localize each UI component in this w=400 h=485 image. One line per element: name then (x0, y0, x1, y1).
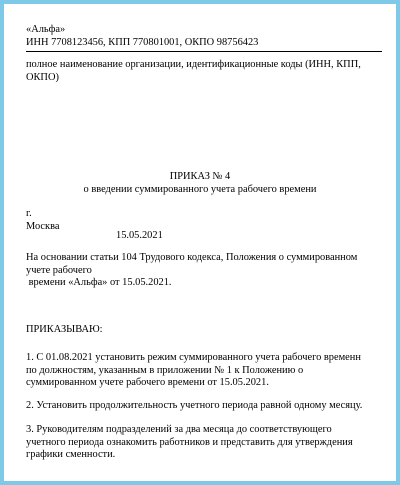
basis-line: На основании статьи 104 Трудового кодекса, Положения о суммированном (26, 252, 358, 263)
document-frame (4, 4, 396, 481)
signature-rule (26, 51, 382, 52)
organization-caption (26, 59, 382, 84)
order-item-1 (26, 352, 382, 390)
order-date: 15.05.2021 (116, 230, 163, 241)
order-item-3 (26, 424, 382, 462)
caption-line: полное наименование организации, идентификационные коды (ИНН, КПП, (26, 59, 361, 70)
item-line: графики сменности. (26, 449, 116, 460)
basis-line: учете рабочего (26, 264, 92, 276)
item-line: по должностям, указанным в приложении № 1 к Положению о (26, 364, 304, 376)
item-line: суммированном учете рабочего времени от 15.05.2021. (26, 377, 269, 388)
organization-name: «Альфа» (26, 24, 66, 35)
order-title: ПРИКАЗ № 4 (169, 171, 231, 182)
city-name: Москва (26, 221, 60, 232)
city-prefix: г. (26, 208, 32, 219)
item-line: 1. С 01.08.2021 установить режим суммированного учета рабочего временн (26, 352, 361, 363)
item-line: 3. Руководителям подразделений за два месяца до соответствующего (26, 424, 332, 435)
item-line: учетного периода ознакомить работников и представить для утверждения (26, 436, 353, 448)
order-word: ПРИКАЗЫВАЮ: (26, 324, 103, 335)
basis-paragraph (26, 252, 382, 290)
item-line: 2. Установить продолжительность учетного периода равной одному месяцу. (26, 400, 363, 411)
document-page (4, 4, 396, 481)
order-item-2 (26, 400, 382, 413)
basis-line: времени «Альфа» от 15.05.2021. (26, 277, 172, 288)
order-subtitle: о введении суммированного учета рабочего времени (83, 184, 317, 195)
caption-line: ОКПО) (26, 71, 59, 83)
organization-codes: ИНН 7708123456, КПП 770801001, ОКПО 98756423 (26, 37, 259, 48)
